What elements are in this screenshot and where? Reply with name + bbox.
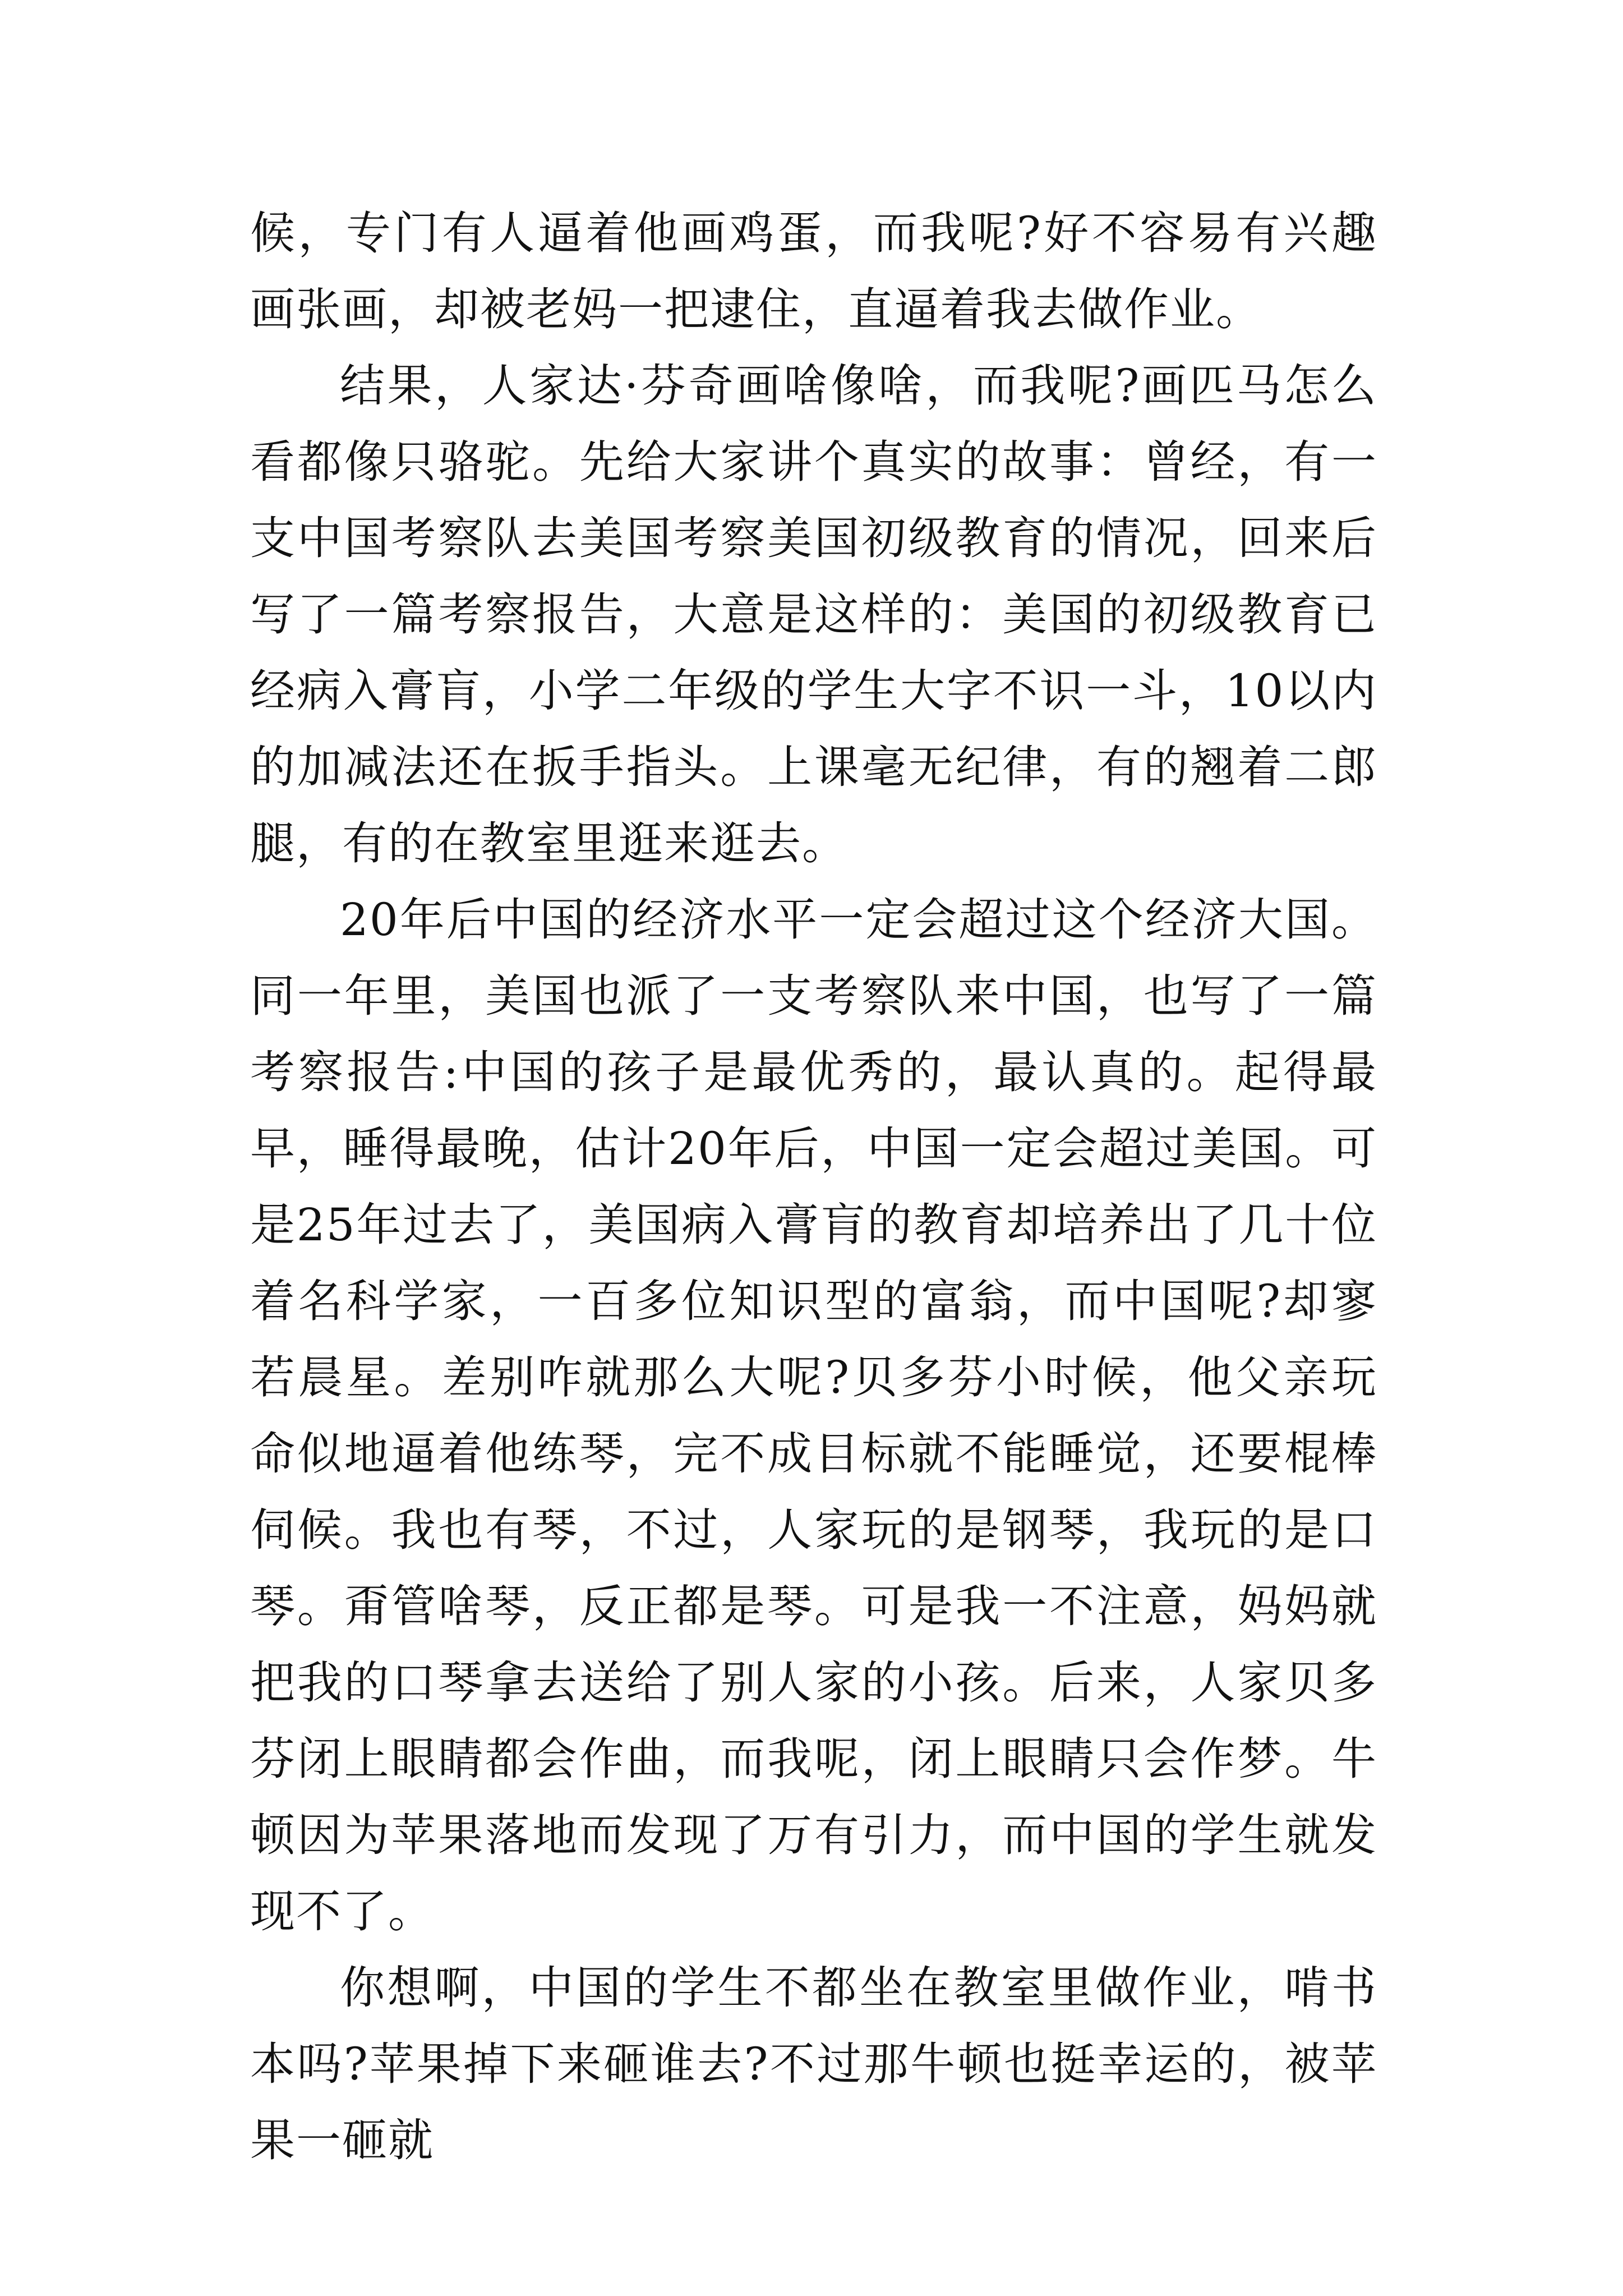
paragraph: 候，专门有人逼着他画鸡蛋，而我呢?好不容易有兴趣画张画，却被老妈一把逮住，直逼着我去做作业。: [250, 207, 1377, 335]
paragraph: 结果，人家达·芬奇画啥像啥，而我呢?画匹马怎么看都像只骆驼。先给大家讲个真实的故事：曾经，有一支中国考察队去美国考察美国初级教育的情况，回来后写了一篇考察报告，大意是这样的：美国的初级教育已经病入膏肓，小学二年级的学生大字不识一斗，10以内的加减法还在扳手指头。上课毫无纪律，有的翘着二郎腿，有的在教室里逛来逛去。: [250, 360, 1377, 869]
document-body: [250, 195, 1377, 2179]
paragraph: 你想啊，中国的学生不都坐在教室里做作业，啃书本吗?苹果掉下来砸谁去?不过那牛顿也挺幸运的，被苹果一砸就: [250, 1962, 1377, 2166]
paragraph: 20年后中国的经济水平一定会超过这个经济大国。同一年里，美国也派了一支考察队来中国，也写了一篇考察报告:中国的孩子是最优秀的，最认真的。起得最早，睡得最晚，估计20年后，中国一定会超过美国。可是25年过去了，美国病入膏肓的教育却培养出了几十位着名科学家，一百多位知识型的富翁，而中国呢?却寥若晨星。差别咋就那么大呢?贝多芬小时候，他父亲玩命似地逼着他练琴，完不成目标就不能睡觉，还要棍棒伺候。我也有琴，不过，人家玩的是钢琴，我玩的是口琴。甭管啥琴，反正都是琴。可是我一不注意，妈妈就把我的口琴拿去送给了别人家的小孩。后来，人家贝多芬闭上眼睛都会作曲，而我呢，闭上眼睛只会作梦。牛顿因为苹果落地而发现了万有引力，而中国的学生就发现不了。: [250, 894, 1377, 1938]
